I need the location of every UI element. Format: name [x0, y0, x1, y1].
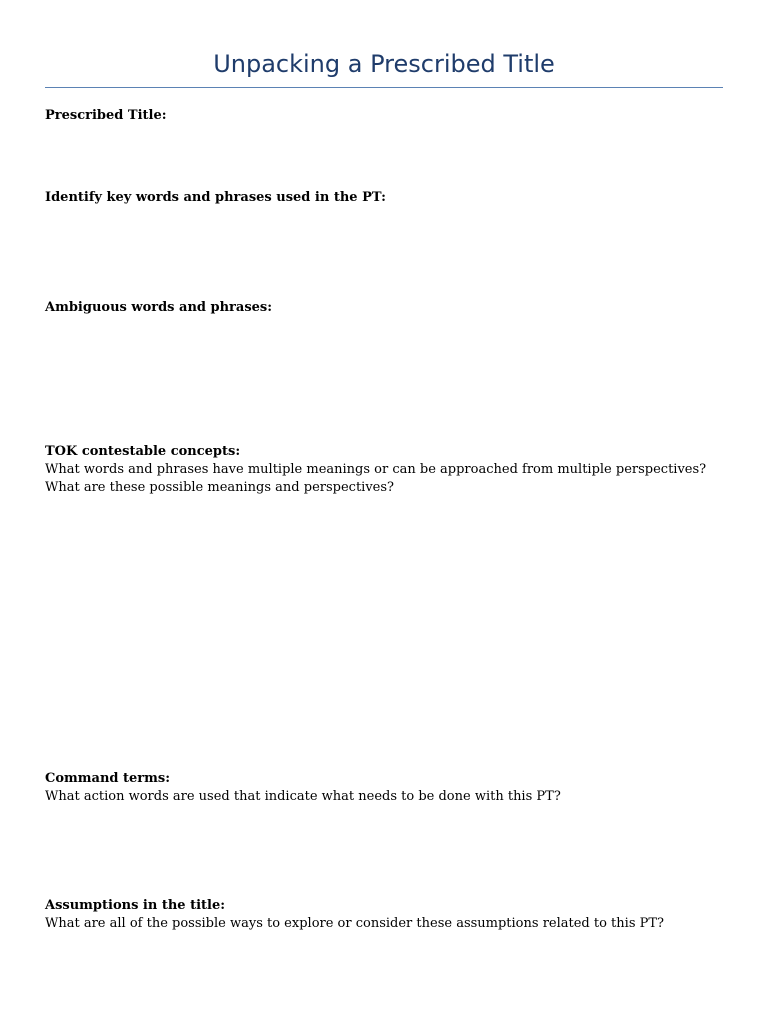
section-prompt: What words and phrases have multiple meanings or can be approached from multiple perspectives? [45, 462, 707, 477]
section-heading: TOK contestable concepts: [45, 444, 241, 459]
section-assumptions [45, 897, 725, 933]
section-ambiguous-words [45, 299, 725, 317]
page-title: Unpacking a Prescribed Title [213, 50, 555, 78]
section-heading: Ambiguous words and phrases: [45, 300, 273, 315]
section-heading: Command terms: [45, 771, 171, 786]
section-key-words [45, 189, 725, 207]
section-prescribed-title [45, 107, 725, 125]
section-contestable-concepts [45, 443, 725, 497]
section-prompt: What are these possible meanings and perspectives? [45, 480, 395, 495]
section-prompt: What action words are used that indicate what needs to be done with this PT? [45, 789, 561, 804]
section-prompt: What are all of the possible ways to explore or consider these assumptions related to this PT? [45, 916, 665, 931]
section-heading: Prescribed Title: [45, 108, 167, 123]
section-command-terms [45, 770, 725, 806]
section-heading: Identify key words and phrases used in the PT: [45, 190, 386, 205]
section-heading: Assumptions in the title: [45, 898, 226, 913]
title-divider [45, 87, 723, 88]
